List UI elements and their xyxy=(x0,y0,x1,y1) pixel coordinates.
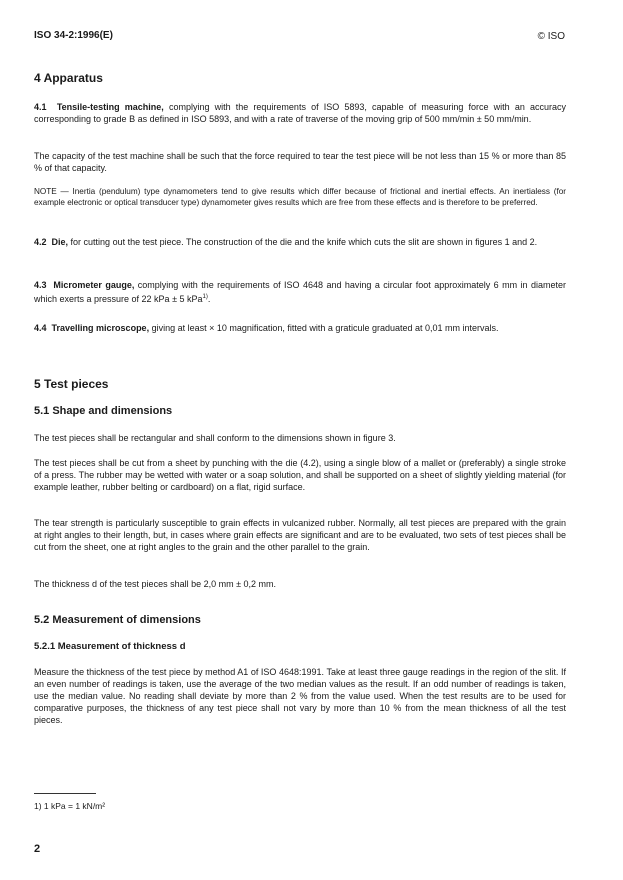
clause-4-3-term: Micrometer gauge, xyxy=(53,280,135,290)
clause-5-1-para-3: The tear strength is particularly susceptible to grain effects in vulcanized rubber. Normally, all test pieces are prepared with the grain at right angles to their length, but, in cases where grain effects are significant and are to be evaluated, two sets of test pieces shall be cut from the sheet, one at right angles to the grain and the other parallel to the grain. xyxy=(34,518,566,552)
subsection-5-2-heading: 5.2 Measurement of dimensions xyxy=(34,614,201,626)
clause-4-4-term: Travelling microscope, xyxy=(51,323,150,333)
footnote-separator xyxy=(34,793,96,794)
clause-4-2-text: for cutting out the test piece. The construction of the die and the knife which cuts the slit are shown in figures 1 and 2. xyxy=(68,237,538,247)
standard-designation: ISO 34-2:1996(E) xyxy=(34,30,113,41)
section-5-heading: 5 Test pieces xyxy=(34,377,109,391)
page-number: 2 xyxy=(34,843,41,855)
clause-5-1-para-1: The test pieces shall be rectangular and shall conform to the dimensions shown in figure 3. xyxy=(34,433,396,443)
clause-4-3 xyxy=(34,279,566,305)
clause-4-2-number: 4.2 xyxy=(34,237,47,247)
clause-4-1-capacity: The capacity of the test machine shall be such that the force required to tear the test piece will be not less than 15 % or more than 85 % of that capacity. xyxy=(34,151,566,173)
clause-4-3-text: complying with the requirements of ISO 4648 and having a circular foot approximately 6 mm in diameter which exerts a pressure of 22 kPa ± 5 kPa xyxy=(34,280,566,304)
clause-4-4-text: giving at least × 10 magnification, fitted with a graticule graduated at 0,01 mm intervals. xyxy=(149,323,499,333)
clause-4-1-term: Tensile-testing machine, xyxy=(56,102,164,112)
footnote-reference: 1) xyxy=(202,294,208,300)
clause-4-3-end: . xyxy=(207,294,211,304)
footnote: 1) 1 kPa = 1 kN/m² xyxy=(34,801,106,811)
note-dynamometers: NOTE — Inertia (pendulum) type dynamometers tend to give results which differ because of frictional and inertial effects. An inertialess (for example electronic or optical transducer type) dynamometer gives results which are free from these effects and is therefore to be preferred. xyxy=(34,187,566,207)
clause-5-2-1-para: Measure the thickness of the test piece by method A1 of ISO 4648:1991. Take at least three gauge readings in the region of the slit. If an even number of readings is taken, use the average of the two median values as the result. If an odd number of readings is taken, use the median value. No reading shall deviate by more than 2 % from the value used. When the test results are to be used for comparative purposes, the thickness of any test piece shall not vary by more than 10 % from the mean thickness of all the test pieces. xyxy=(34,667,566,725)
clause-4-4 xyxy=(34,322,566,334)
clause-4-2-term: Die, xyxy=(51,237,69,247)
section-4-heading: 4 Apparatus xyxy=(34,71,103,85)
clause-5-1-para-4: The thickness d of the test pieces shall be 2,0 mm ± 0,2 mm. xyxy=(34,579,277,589)
subsection-5-2-1-heading: 5.2.1 Measurement of thickness d xyxy=(34,641,186,652)
clause-4-4-number: 4.4 xyxy=(34,323,47,333)
clause-5-1-para-2: The test pieces shall be cut from a sheet by punching with the die (4.2), using a single blow of a mallet or (preferably) a single stroke of a press. The rubber may be wetted with water or a soap solution, and shall be supported on a sheet of slightly yielding material (for example leather, rubber belting or cardboard) on a flat, rigid surface. xyxy=(34,458,566,492)
clause-4-2 xyxy=(34,236,566,248)
copyright-mark: © ISO xyxy=(537,31,565,42)
clause-4-1-text: complying with the requirements of ISO 5893, capable of measuring force with an accuracy corresponding to grade B as defined in ISO 5893, and with a rate of traverse of the moving grip of 500 mm/min ± 50 mm/min. xyxy=(34,102,566,124)
clause-4-1-number: 4.1 xyxy=(34,102,47,112)
clause-4-1 xyxy=(34,101,566,125)
clause-4-3-number: 4.3 xyxy=(34,280,47,290)
subsection-5-1-heading: 5.1 Shape and dimensions xyxy=(34,405,173,417)
